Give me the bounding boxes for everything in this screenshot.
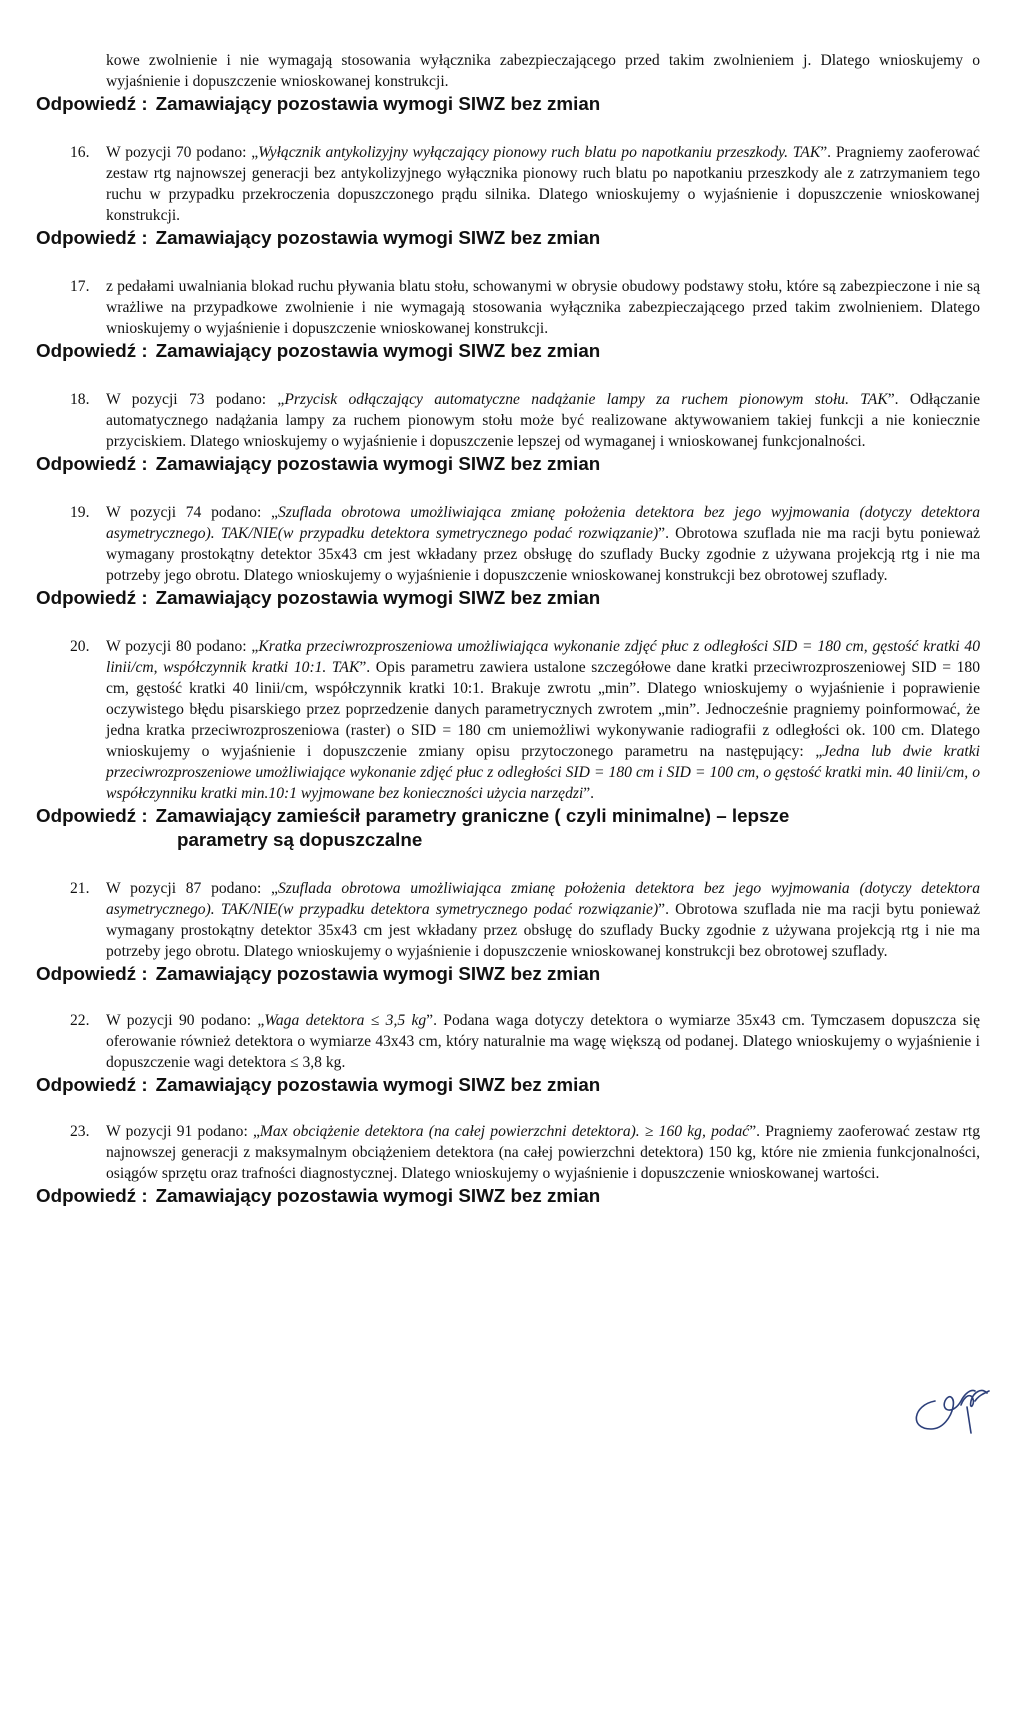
item-body xyxy=(106,389,980,452)
answer-text: Zamawiający pozostawia wymogi SIWZ bez zmian xyxy=(155,963,601,984)
item-text: W pozycji 73 podano: „ xyxy=(106,391,285,408)
item-number: 23. xyxy=(70,1123,90,1140)
item-text: W pozycji 70 podano: „ xyxy=(106,144,259,161)
item-quote: Waga detektora ≤ 3,5 kg xyxy=(264,1012,427,1029)
answer-label: Odpowiedź : xyxy=(36,340,148,361)
answer-line xyxy=(36,339,980,363)
answer-line xyxy=(36,804,980,852)
answer-line xyxy=(36,452,980,476)
item-number: 21. xyxy=(70,880,90,897)
answer-text: Zamawiający pozostawia wymogi SIWZ bez zmian xyxy=(155,1185,601,1206)
answer-text: Zamawiający pozostawia wymogi SIWZ bez zmian xyxy=(155,587,601,608)
item-number: 22. xyxy=(70,1012,90,1029)
answer-text: Zamawiający zamieścił parametry graniczne ( czyli minimalne) – lepsze xyxy=(155,805,790,826)
item-body xyxy=(106,1010,980,1073)
item-text: ”. Odłączanie automatycznego nadążania lampy za ruchem pionowym stołu może być realizowane aktywowaniem takiej funkcji a nie koniecznie przyciskiem. Dlatego wnioskujemy o wyjaśnienie i dopuszczenie lepszej od wymaganej i wnioskowanej funkcjonalności. xyxy=(106,391,980,450)
answer-label: Odpowiedź : xyxy=(36,1185,148,1206)
item-text: W pozycji 91 podano: „ xyxy=(106,1123,260,1140)
intro-paragraph: kowe zwolnienie i nie wymagają stosowania wyłącznika zabezpieczającego przed takim zwolnieniem j. Dlatego wnioskujemy o wyjaśnienie i dopuszczenie wnioskowanej konstrukcji. xyxy=(106,52,980,90)
item-text: z pedałami uwalniania blokad ruchu pływania blatu stołu, schowanymi w obrysie obudowy podstawy stołu, które są zabezpieczone i nie są wrażliwe na przypadkowe zwolnienie i nie wymagają stosowania wyłącznika zabezpieczającego przed takim zwolnieniem. Dlatego wnioskujemy o wyjaśnienie i dopuszczenie wnioskowanej konstrukcji. xyxy=(106,278,980,337)
item-body xyxy=(106,276,980,339)
answer-label: Odpowiedź : xyxy=(36,93,148,114)
answer-label: Odpowiedź : xyxy=(36,453,148,474)
answer-line xyxy=(36,92,980,116)
list-item-17 xyxy=(36,276,980,339)
item-quote: Szuflada obrotowa umożliwiająca zmianę położenia detektora bez jego wyjmowania (dotyczy detektora asymetrycznego). TAK/NIE(w przypadku detektora symetrycznego podać rozwiązanie) xyxy=(106,880,981,918)
handwritten-signature xyxy=(905,1371,997,1435)
list-item-18 xyxy=(36,389,980,452)
item-body xyxy=(106,142,980,226)
answer-text: Zamawiający pozostawia wymogi SIWZ bez zmian xyxy=(155,227,601,248)
item-text: W pozycji 87 podano: „ xyxy=(106,880,278,897)
item-number: 20. xyxy=(70,638,90,655)
list-item-22 xyxy=(36,1010,980,1073)
item-body xyxy=(106,636,980,804)
item-text: ”. Obrotowa szuflada nie ma racji bytu ponieważ wymagany prostokątny detektor 35x43 cm jest wkładany przez obsługę do szuflady Bucky zgodnie z używana projekcją rtg i nie ma potrzeby jego obrotu. Dlatego wnioskujemy o wyjaśnienie i dopuszczenie wnioskowanej konstrukcji bez obrotowej szuflady. xyxy=(106,525,980,584)
item-quote: Wyłącznik antykolizyjny wyłączający pionowy ruch blatu po napotkaniu przeszkody. TAK xyxy=(258,144,821,161)
answer-line xyxy=(36,226,980,250)
answer-text: Zamawiający pozostawia wymogi SIWZ bez zmian xyxy=(155,1074,601,1095)
list-item-16 xyxy=(36,142,980,226)
answer-label: Odpowiedź : xyxy=(36,227,148,248)
item-text: ”. Podana waga dotyczy detektora o wymiarze 35x43 cm. Tymczasem dopuszcza się oferowanie również detektora o wymiarze 43x43 cm, który naturalnie ma wagę większą od podanej. Dlatego wnioskujemy o wyjaśnienie i dopuszczenie wagi detektora ≤ 3,8 kg. xyxy=(106,1012,980,1071)
item-text: ”. Opis parametru zawiera ustalone szczegółowe dane kratki przeciwrozproszeniowej SID = 180 cm, gęstość kratki 40 linii/cm, współczynnik kratki 10:1. Brakuje zwrotu „min”. Dlatego wnioskujemy o wyjaśnienie i poprawienie oczywistego błędu pisarskiego przez poprzedzenie danych parametrycznych zwrotem „min”. Jednocześnie pragniemy poinformować, że jedna kratka przeciwrozproszeniowa (raster) o SID = 180 cm uniemożliwi wykonywanie radiografii z odległości ok. 100 cm. Dlatego wnioskujemy o wyjaśnienie i dopuszczenie zmiany opisu przytoczonego parametru na następujący: „ xyxy=(106,659,980,760)
item-quote: Kratka przeciwrozproszeniowa umożliwiająca wykonanie zdjęć płuc z odległości SID = 180 cm, gęstość kratki 40 linii/cm, współczynnik kratki 10:1. TAK xyxy=(106,638,980,676)
answer-line xyxy=(36,962,980,986)
item-quote: Szuflada obrotowa umożliwiająca zmianę położenia detektora bez jego wyjmowania (dotyczy detektora asymetrycznego). TAK/NIE(w przypadku detektora symetrycznego podać rozwiązanie) xyxy=(106,504,981,542)
item-text: ”. Pragniemy zaoferować zestaw rtg najnowszej generacji bez antykolizyjnego wyłącznika pionowy ruch blatu po napotkaniu przeszkody ale z zatrzymaniem tego ruchu w przypadku przekroczenia dopuszczonego prądu silnika. Dlatego wnioskujemy o wyjaśnienie i dopuszczenie wnioskowanej konstrukcji. xyxy=(106,144,980,224)
answer-text: Zamawiający pozostawia wymogi SIWZ bez zmian xyxy=(155,93,601,114)
answer-label: Odpowiedź : xyxy=(36,1074,148,1095)
list-item-23 xyxy=(36,1121,980,1184)
item-body xyxy=(106,1121,980,1184)
answer-label: Odpowiedź : xyxy=(36,587,148,608)
answer-text: Zamawiający pozostawia wymogi SIWZ bez zmian xyxy=(155,340,601,361)
item-text: W pozycji 74 podano: „ xyxy=(106,504,278,521)
list-item-19 xyxy=(36,502,980,586)
item-body xyxy=(106,878,980,962)
answer-label: Odpowiedź : xyxy=(36,805,148,826)
answer-line xyxy=(36,586,980,610)
answer-line xyxy=(36,1184,980,1208)
item-quote: Jedna lub dwie kratki przeciwrozproszeniowe umożliwiające wykonanie zdjęć płuc z odległości SID = 180 cm i SID = 100 cm, o gęstość kratki min. 40 linii/cm, o współczynniku kratki min.10:1 wyjmowane bez konieczności użycia narzędzi xyxy=(106,743,980,802)
answer-line xyxy=(36,1073,980,1097)
document-content xyxy=(36,50,980,1208)
answer-text: Zamawiający pozostawia wymogi SIWZ bez zmian xyxy=(155,453,601,474)
item-quote: Przycisk odłączający automatyczne nadążanie lampy za ruchem pionowym stołu. TAK xyxy=(284,391,888,408)
item-number: 18. xyxy=(70,391,90,408)
item-number: 17. xyxy=(70,278,90,295)
item-text: ”. Obrotowa szuflada nie ma racji bytu ponieważ wymagany prostokątny detektor 35x43 cm jest wkładany przez obsługę do szuflady Bucky zgodnie z używana projekcją rtg i nie ma potrzeby jego obrotu. Dlatego wnioskujemy o wyjaśnienie i dopuszczenie wnioskowanej konstrukcji bez obrotowej szuflady. xyxy=(106,901,980,960)
list-item-20 xyxy=(36,636,980,804)
item-quote: Max obciążenie detektora (na całej powierzchni detektora). ≥ 160 kg, podać xyxy=(259,1123,750,1140)
answer-label: Odpowiedź : xyxy=(36,963,148,984)
item-number: 19. xyxy=(70,504,90,521)
item-text: ”. Pragniemy zaoferować zestaw rtg najnowszej generacji z maksymalnym obciążeniem detektora (na całej powierzchni detektora) 150 kg, które nie zmienia funkcjonalności, osiągów sprzętu oraz trafności diagnostycznej. Dlatego wnioskujemy o wyjaśnienie i dopuszczenie wnioskowanej wartości. xyxy=(106,1123,980,1182)
item-text: ”. xyxy=(583,785,595,802)
list-item-21 xyxy=(36,878,980,962)
item-body xyxy=(106,502,980,586)
item-number: 16. xyxy=(70,144,90,161)
item-text: W pozycji 90 podano: „ xyxy=(106,1012,265,1029)
answer-text-continued: parametry są dopuszczalne xyxy=(177,829,423,850)
item-text: W pozycji 80 podano: „ xyxy=(106,638,259,655)
